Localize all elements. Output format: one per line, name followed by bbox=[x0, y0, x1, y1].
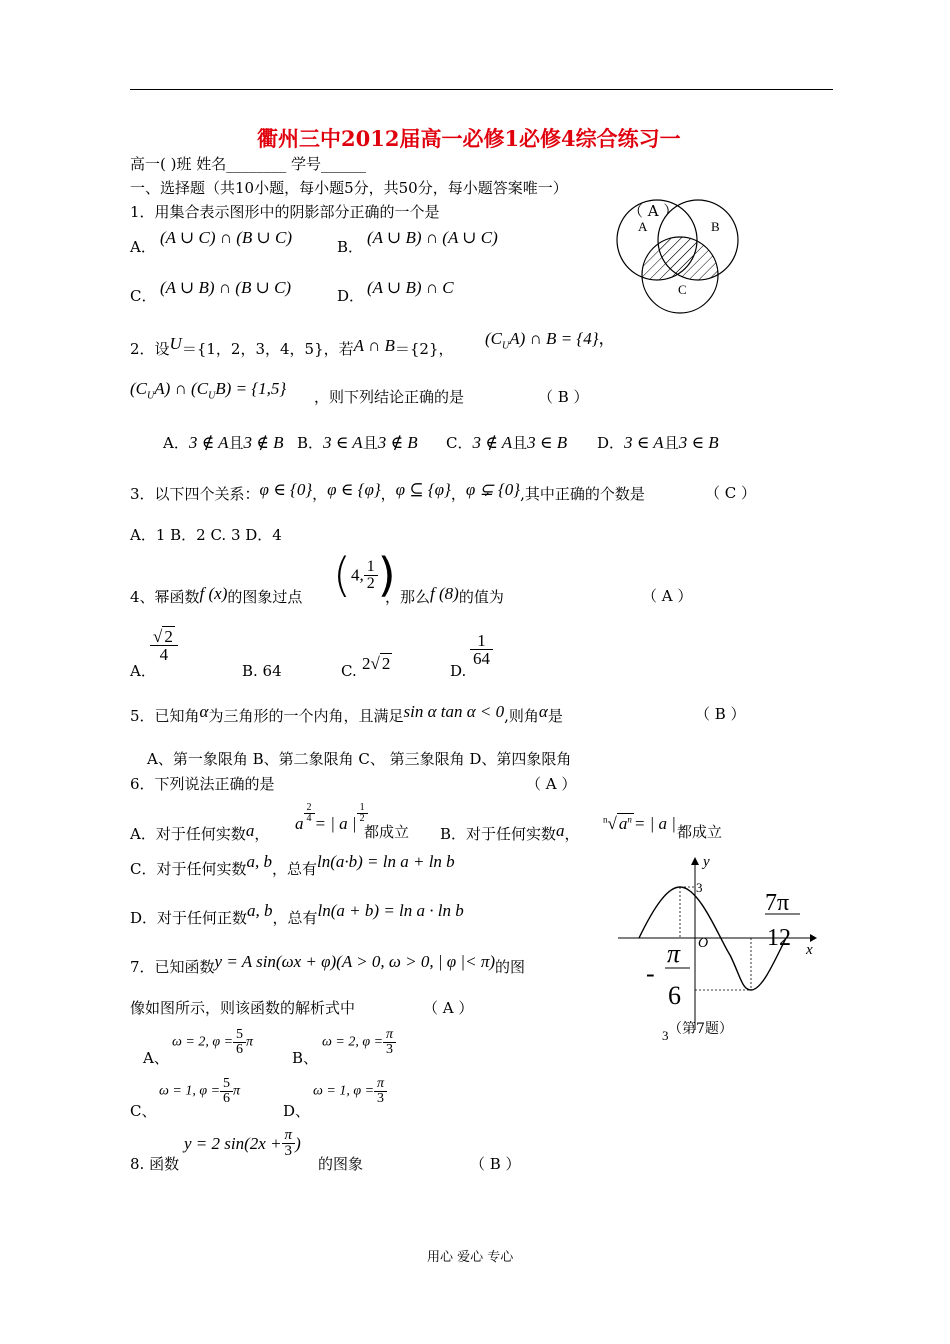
q4-stem: 4、幂函数f (x)的图象过点 bbox=[130, 584, 303, 606]
q4-opt-b: B. 64 bbox=[242, 662, 282, 680]
q7-answer: （ A ） bbox=[423, 999, 474, 1017]
q2-opt-c: C．3 ∉ A且3 ∈ B bbox=[446, 433, 568, 452]
page-title: 衢州三中2012届高一必修1必修4综合练习一 bbox=[257, 126, 681, 151]
q3-stem: 3．以下四个关系：φ ∈ {0}，φ ∈ {φ}，φ ⊆ {φ}，φ ⊊ {0},其中正确的个数是 bbox=[130, 480, 645, 503]
q6-opt-b-expr: $^n$√ $a^n$ = | a | bbox=[603, 814, 676, 833]
q8-answer: （ B ） bbox=[470, 1155, 521, 1173]
q7-graph bbox=[610, 850, 825, 1050]
q6-opt-d: D．对于任何正数a, b，总有ln(a + b) = ln a · ln b bbox=[130, 901, 464, 927]
q2-stem-2: ，则下列结论正确的是 bbox=[314, 388, 465, 406]
left-tick-den: 6 bbox=[668, 981, 681, 1010]
q5-answer: （ B ） bbox=[695, 705, 746, 723]
q6-stem: 6．下列说法正确的是 bbox=[130, 775, 275, 793]
q7-stem: 7．已知函数y = A sin(ωx + φ)(A > 0, ω > 0, | φ |< π)的图 bbox=[130, 952, 526, 976]
q1-opt-c-label: C． bbox=[130, 287, 157, 305]
q7-opt-b: ω = 2, φ = $\frac{\pi}{3}$ bbox=[322, 1028, 396, 1057]
q1-opt-d-label: D． bbox=[337, 287, 365, 305]
q7-line2: 像如图所示，则该函数的解析式中 bbox=[130, 999, 356, 1017]
origin-label: O bbox=[698, 936, 709, 951]
q6-opt-c: C．对于任何实数a, b，总有ln(a·b) = ln a + ln b bbox=[130, 852, 455, 878]
q4-opt-d-label: D. bbox=[450, 662, 467, 680]
q1-stem: 1．用集合表示图形中的阴影部分正确的一个是 bbox=[130, 203, 440, 221]
max-label: 3 bbox=[696, 880, 703, 895]
q1-opt-d: (A ∪ B) ∩ C bbox=[367, 278, 454, 297]
venn-diagram bbox=[610, 200, 745, 325]
q6-opt-a-tail: 都成立 bbox=[364, 823, 410, 841]
q4-opt-c-label: C. bbox=[341, 662, 357, 680]
q2-opt-d: D．3 ∈ A且3 ∈ B bbox=[597, 433, 719, 452]
q7-opt-a-label: A、 bbox=[143, 1049, 169, 1067]
q5-stem: 5．已知角α为三角形的一个内角，且满足sin α tan α < 0,则角α是 bbox=[130, 702, 563, 725]
x-axis-arrow bbox=[810, 934, 817, 942]
q7-opt-c: ω = 1, φ = $\frac{5}{6}$ π bbox=[159, 1076, 241, 1106]
y-axis-arrow bbox=[691, 857, 699, 865]
y-label: y bbox=[703, 854, 710, 870]
q2-stem-1: 2．设U＝{1，2，3，4，5}，若A ∩ B＝{2}， bbox=[130, 334, 454, 358]
q7-graph-caption: （第7题） bbox=[668, 1021, 733, 1037]
q4-opt-a-label: A． bbox=[130, 662, 156, 680]
right-tick-den: 12 bbox=[767, 925, 791, 951]
q6-opt-b-tail: 都成立 bbox=[677, 823, 723, 841]
footer-slogan: 用心 爱心 专心 bbox=[427, 1250, 514, 1265]
q4-answer: （ A ） bbox=[642, 587, 693, 605]
q2-expr-2: $(C_UA)$ ∩ $(C_UB) = \{1,5\}$ bbox=[130, 379, 287, 402]
q1-opt-c: (A ∪ B) ∩ (B ∪ C) bbox=[160, 278, 292, 297]
q8-stem-label: 8. 函数 bbox=[130, 1155, 180, 1173]
q6-answer: （ A ） bbox=[526, 775, 577, 793]
top-rule bbox=[130, 89, 833, 90]
class-line: 高一( )班 姓名________ 学号______ bbox=[130, 155, 367, 173]
q1-opt-a-label: A． bbox=[130, 238, 156, 256]
q8-func: y = 2 sin(2x + $\frac{\pi}{3}$ ) bbox=[184, 1127, 301, 1159]
q4-opt-a: $\frac{√ 2}{4}$ bbox=[150, 628, 178, 663]
q6-opt-a: A．对于任何实数a， bbox=[130, 821, 270, 843]
venn-label-b: B bbox=[711, 219, 720, 234]
left-tick-num: π bbox=[667, 939, 681, 968]
right-tick-num: 7π bbox=[765, 890, 790, 916]
min-label: 3 bbox=[662, 1028, 669, 1043]
left-tick-sign: - bbox=[646, 959, 655, 988]
q4-opt-d: $\frac{1}{64}$ bbox=[470, 632, 493, 667]
q2-opt-a: A．3 ∉ A且3 ∉ B bbox=[163, 433, 284, 452]
venn-label-c: C bbox=[678, 282, 687, 297]
q5-options: A、第一象限角 B、第二象限角 C、 第三象限角 D、第四象限角 bbox=[147, 750, 572, 768]
q2-opt-b: B．3 ∈ A且3 ∉ B bbox=[297, 433, 418, 452]
q1-answer: （ A ） bbox=[628, 202, 679, 220]
q3-answer: （ C ） bbox=[705, 484, 757, 502]
q1-opt-b: (A ∪ B) ∩ (A ∪ C) bbox=[367, 228, 498, 247]
q4-point: (4, $\frac{1}{2}$ ) bbox=[333, 548, 396, 602]
venn-label-a: A bbox=[638, 219, 648, 234]
q8-tail: 的图象 bbox=[318, 1155, 364, 1173]
q2-expr-1: $(C_UA)$ ∩ B = {4}， bbox=[485, 329, 616, 352]
section-heading: 一、选择题（共10小题，每小题5分，共50分，每小题答案唯一） bbox=[130, 179, 568, 197]
q4-stem-2: ，那么f (8)的值为 bbox=[385, 584, 504, 606]
q6-opt-a-expr: a $\frac{2}{4}$ = | a | $\frac{1}{2}$ bbox=[295, 803, 368, 824]
q1-opt-b-label: B． bbox=[337, 238, 364, 256]
q1-opt-a: (A ∪ C) ∩ (B ∪ C) bbox=[160, 228, 293, 247]
q6-opt-b: B．对于任何实数a， bbox=[440, 821, 580, 843]
q2-answer: （ B ） bbox=[538, 388, 589, 406]
x-label: x bbox=[806, 942, 813, 958]
q7-opt-a: ω = 2, φ = $\frac{5}{6}$ π bbox=[172, 1027, 254, 1057]
q3-options: A．1 B．2 C. 3 D．4 bbox=[130, 526, 282, 544]
q7-opt-d: ω = 1, φ = $\frac{\pi}{3}$ bbox=[313, 1077, 387, 1106]
q7-opt-c-label: C、 bbox=[130, 1102, 157, 1120]
q4-opt-c: 2√ 2 bbox=[362, 654, 391, 673]
q7-opt-b-label: B、 bbox=[292, 1049, 319, 1067]
q7-opt-d-label: D、 bbox=[283, 1102, 311, 1120]
